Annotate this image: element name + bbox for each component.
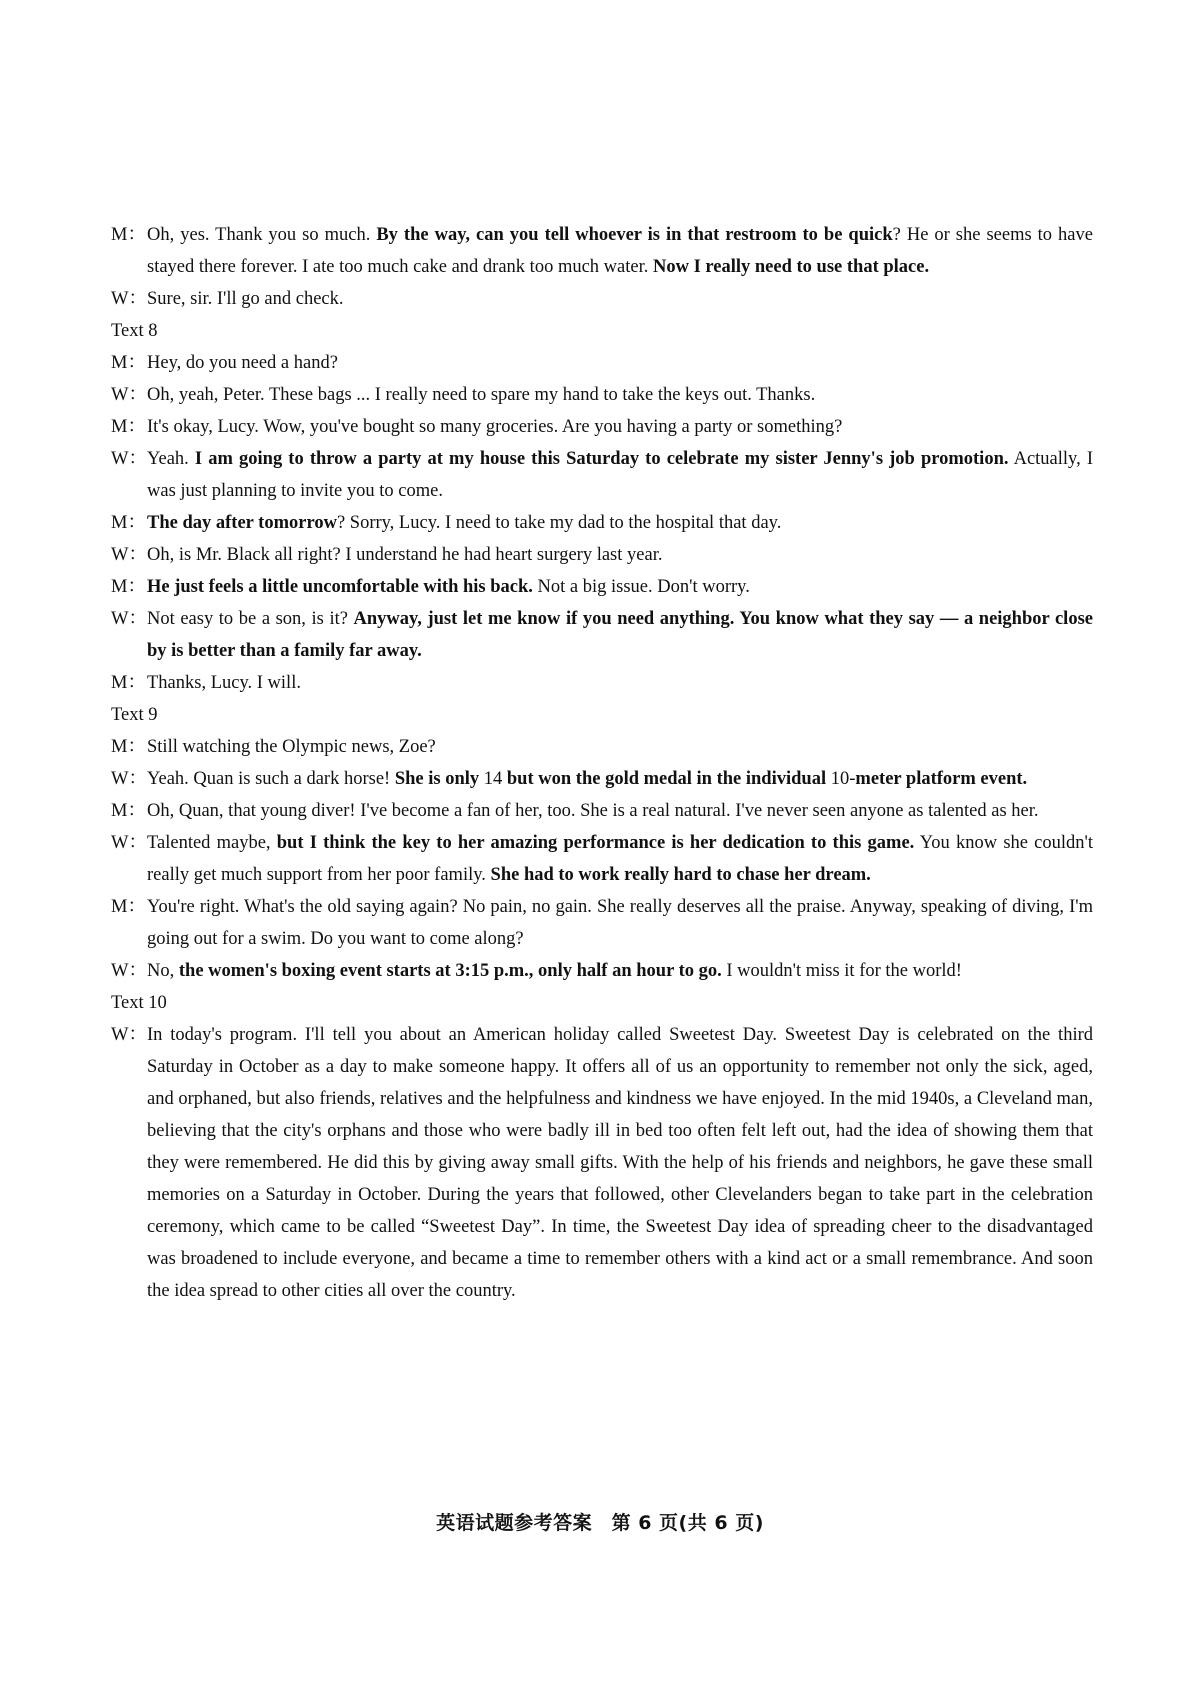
speaker-label: W： xyxy=(111,1025,147,1045)
dialogue-line xyxy=(111,667,1093,699)
dialogue-text: Yeah. Quan is such a dark horse! xyxy=(147,769,395,789)
section-heading: Text 8 xyxy=(111,321,158,341)
dialogue-text: 10- xyxy=(826,769,856,789)
dialogue-text: Not easy to be a son, is it? xyxy=(147,609,354,629)
dialogue-line xyxy=(111,379,1093,411)
dialogue-line xyxy=(111,795,1093,827)
dialogue-text: I wouldn't miss it for the world! xyxy=(721,961,962,981)
key-answer-text: She is only xyxy=(394,769,480,789)
dialogue-line xyxy=(111,219,1093,283)
dialogue-text: It's okay, Lucy. Wow, you've bought so many groceries. Are you having a party or something? xyxy=(147,417,843,437)
dialogue-line xyxy=(111,507,1093,539)
dialogue-text: Yeah. xyxy=(147,449,195,469)
speaker-label: M： xyxy=(111,513,146,533)
speaker-label: M： xyxy=(111,737,146,757)
dialogue-text: ? He or she seems to have stayed there forever. I ate too much cake and drank too much water. xyxy=(147,225,1093,277)
key-answer-text: Anyway, just let me know if you need anything. You know what they say — a neighbor close by is better than a family far away. xyxy=(147,609,1093,661)
speaker-label: M： xyxy=(111,673,146,693)
dialogue-text: ? Sorry, Lucy. I need to take my dad to the hospital that day. xyxy=(336,513,782,533)
key-answer-text: The day after tomorrow xyxy=(147,513,337,533)
dialogue-text: Still watching the Olympic news, Zoe? xyxy=(147,737,436,757)
section-heading: Text 9 xyxy=(111,705,158,725)
dialogue-text: Thanks, Lucy. I will. xyxy=(147,673,301,693)
dialogue-line xyxy=(111,283,1093,315)
speaker-label: M： xyxy=(111,417,146,437)
dialogue-text: Oh, Quan, that young diver! I've become a fan of her, too. She is a real natural. I've never seen anyone as talented as her. xyxy=(147,801,1039,821)
speaker-label: M： xyxy=(111,897,146,917)
dialogue-line xyxy=(111,539,1093,571)
dialogue-text: No, xyxy=(147,961,179,981)
dialogue-line xyxy=(111,955,1093,987)
dialogue-text: Hey, do you need a hand? xyxy=(147,353,338,373)
dialogue-line xyxy=(111,891,1093,955)
dialogue-line xyxy=(111,1019,1093,1307)
page-footer: 英语试题参考答案 第 6 页(共 6 页) xyxy=(436,1512,764,1534)
section-heading: Text 10 xyxy=(111,993,167,1013)
dialogue-text: Sure, sir. I'll go and check. xyxy=(147,289,344,309)
key-answer-text: I am going to throw a party at my house this Saturday to celebrate my sister Jenny's job promotion. xyxy=(194,449,1009,469)
key-answer-text: meter platform event. xyxy=(855,769,1028,789)
speaker-label: W： xyxy=(111,961,147,981)
key-answer-text: He just feels a little uncomfortable with his back. xyxy=(147,577,533,597)
key-answer-text: but I think the key to her amazing performance is her dedication to this game. xyxy=(276,833,915,853)
dialogue-line xyxy=(111,763,1093,795)
speaker-label: M： xyxy=(111,801,146,821)
transcript-body xyxy=(111,219,1093,1307)
dialogue-text: You know she couldn't really get much support from her poor family. xyxy=(147,833,1094,885)
dialogue-line xyxy=(111,411,1093,443)
speaker-label: M： xyxy=(111,353,146,373)
dialogue-line xyxy=(111,443,1093,507)
key-answer-text: She had to work really hard to chase her dream. xyxy=(490,865,871,885)
speaker-label: M： xyxy=(111,577,146,597)
dialogue-text: Not a big issue. Don't worry. xyxy=(532,577,750,597)
dialogue-line xyxy=(111,827,1093,891)
speaker-label: W： xyxy=(111,545,147,565)
speaker-label: M： xyxy=(111,225,146,245)
key-answer-text: the women's boxing event starts at 3:15 p.m., only half an hour to go. xyxy=(178,961,722,981)
dialogue-line xyxy=(111,347,1093,379)
key-answer-text: Now I really need to use that place. xyxy=(652,257,930,277)
dialogue-line xyxy=(111,571,1093,603)
speaker-label: W： xyxy=(111,449,147,469)
dialogue-text: In today's program. I'll tell you about an American holiday called Sweetest Day. Sweetest Day is celebrated on the third Saturday in October as a day to make someone happy. It offers all of us an opportunity to remember not only the sick, aged, and orphaned, but also friends, relatives and the helpfulness and kindness we have enjoyed. In the mid 1940s, a Cleveland man, believing that the city's orphans and those who were badly ill in bed too often felt left out, had the idea of showing them that they were remembered. He did this by giving away small gifts. With the help of his friends and neighbors, he gave these small memories on a Saturday in October. During the years that followed, other Clevelanders began to take part in the celebration ceremony, which came to be called “Sweetest Day”. In time, the Sweetest Day idea of spreading cheer to the disadvantaged was broadened to include everyone, and became a time to remember others with a kind act or a small remembrance. And soon the idea spread to other cities all over the country. xyxy=(147,1025,1093,1301)
dialogue-text: Oh, yes. Thank you so much. xyxy=(147,225,377,245)
dialogue-text: You're right. What's the old saying again? No pain, no gain. She really deserves all the praise. Anyway, speaking of diving, I'm going out for a swim. Do you want to come along? xyxy=(147,897,1093,949)
dialogue-text: Oh, yeah, Peter. These bags ... I really need to spare my hand to take the keys out. Thanks. xyxy=(147,385,816,405)
dialogue-line xyxy=(111,731,1093,763)
speaker-label: W： xyxy=(111,609,147,629)
speaker-label: W： xyxy=(111,833,147,853)
speaker-label: W： xyxy=(111,289,147,309)
key-answer-text: but won the gold medal in the individual xyxy=(506,769,827,789)
dialogue-text: Oh, is Mr. Black all right? I understand he had heart surgery last year. xyxy=(147,545,663,565)
key-answer-text: By the way, can you tell whoever is in that restroom to be quick xyxy=(376,225,893,245)
dialogue-line xyxy=(111,603,1093,667)
speaker-label: W： xyxy=(111,385,147,405)
dialogue-text: Actually, I was just planning to invite you to come. xyxy=(147,449,1093,501)
dialogue-text: 14 xyxy=(479,769,507,789)
dialogue-text: Talented maybe, xyxy=(147,833,277,853)
speaker-label: W： xyxy=(111,769,147,789)
